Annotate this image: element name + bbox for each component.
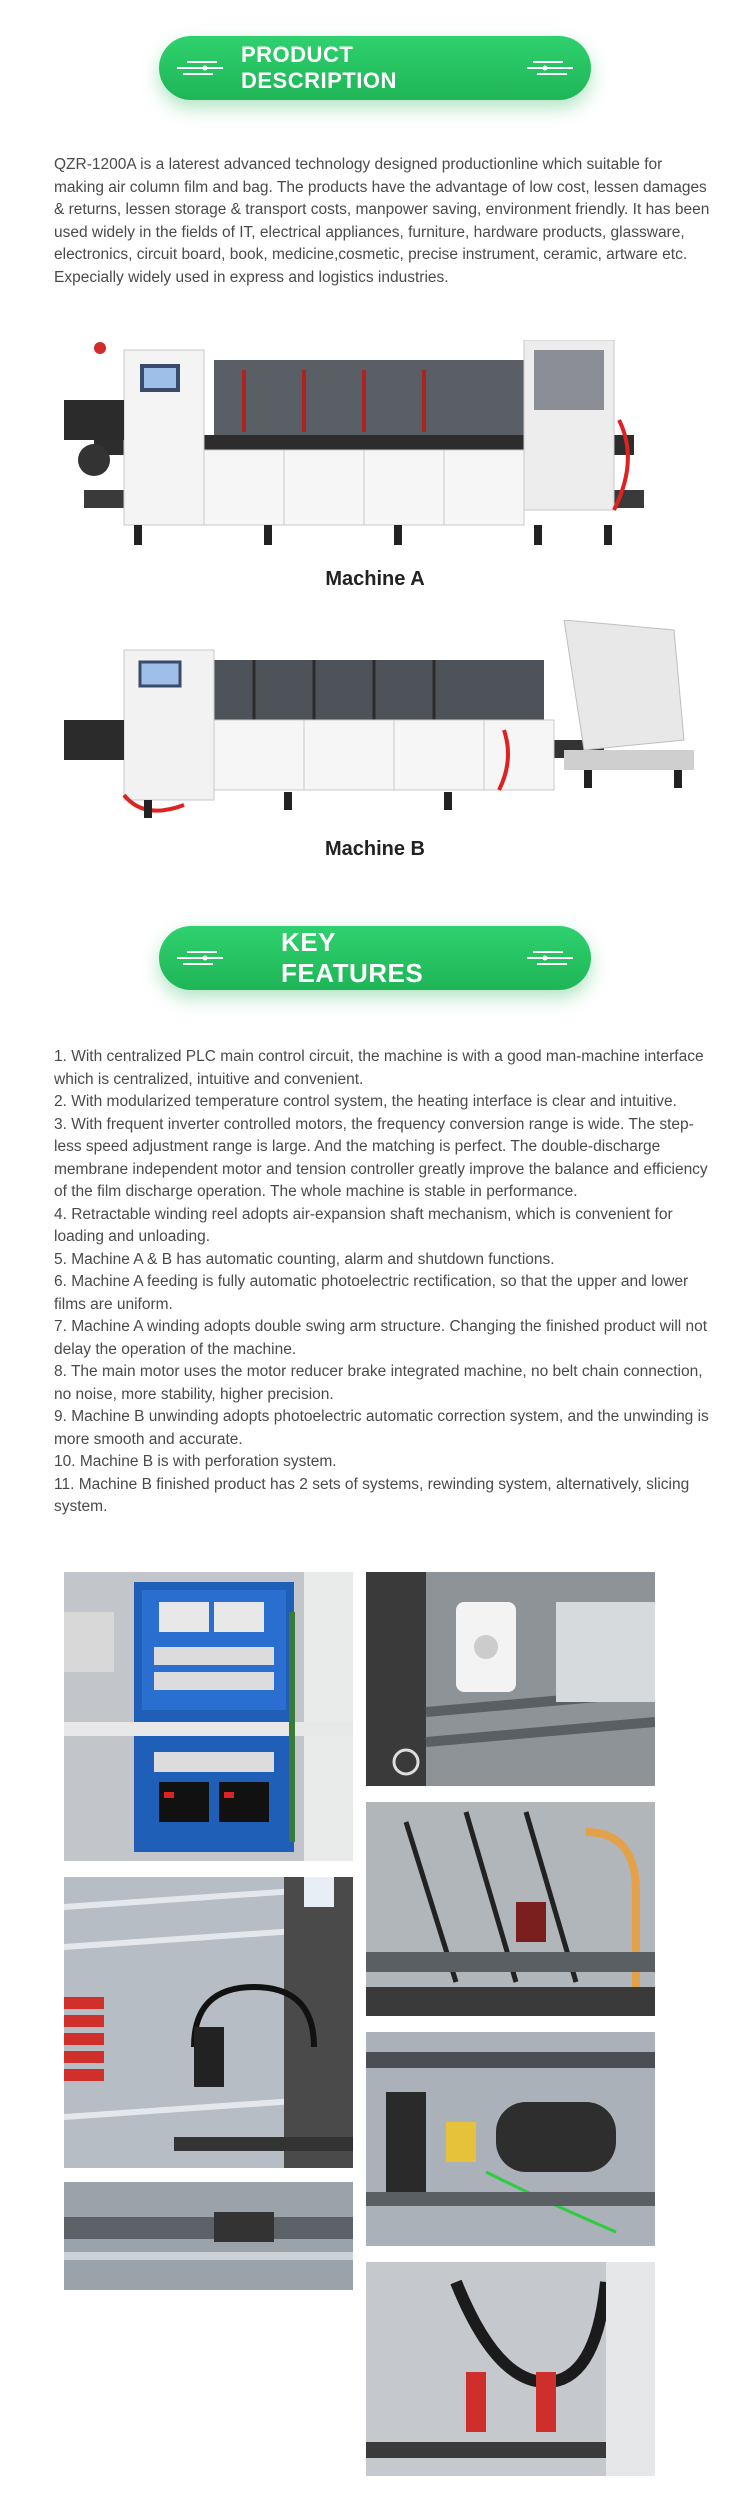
bottom-strip-photo <box>64 2182 353 2290</box>
decor-left-icon <box>175 943 225 973</box>
key-features-list <box>54 1046 714 1519</box>
feature-item: 7. Machine A winding adopts double swing arm structure. Changing the finished product will not delay the operation of the machine. <box>54 1318 708 1358</box>
feature-item: 9. Machine B unwinding adopts photoelectric automatic correction system, and the unwinding is more smooth and accurate. <box>54 1408 709 1448</box>
decor-left-icon <box>175 53 225 83</box>
feature-item: 8. The main motor uses the motor reducer brake integrated machine, no belt chain connection, no noise, more stability, higher precision. <box>54 1363 703 1403</box>
red-spring-rollers-photo <box>64 1877 353 2168</box>
machine-a-image <box>64 340 692 565</box>
decor-right-icon <box>525 943 575 973</box>
feature-item: 5. Machine A & B has automatic counting, alarm and shutdown functions. <box>54 1250 555 1268</box>
feature-item: 10. Machine B is with perforation system. <box>54 1453 337 1470</box>
machine-b-image <box>64 620 704 840</box>
feature-item: 6. Machine A feeding is fully automatic photoelectric rectification, so that the upper and lower films are uniform. <box>54 1273 689 1313</box>
feature-item: 3. With frequent inverter controlled motors, the frequency conversion range is wide. The step-less speed adjustment range is large. And the matching is perfect. The double-discharge membrane independent motor and tension controller greatly improve the balance and efficiency of the film discharge operation. The whole machine is stable in performance. <box>54 1115 708 1200</box>
heat-seal-arms-photo <box>366 1802 655 2016</box>
machine-a-caption: Machine A <box>325 568 425 590</box>
product-description-title: PRODUCT DESCRIPTION <box>241 42 397 93</box>
key-features-title: KEY FEATURES <box>281 927 424 988</box>
electrical-cabinet-photo <box>64 1572 353 1861</box>
product-description-text: QZR-1200A is a laterest advanced technology designed productionline which suitable for making air column film and bag. The products have the advantage of low cost, lessen damages & returns, lessen storage & transport costs, manpower saving, environment friendly. It has been used widely in the fields of IT, electrical appliances, furniture, hardware products, glassware, electronics, circuit board, book, medicine,cosmetic, precise instrument, ceramic, artware etc. Expecially widely used in express and logistics industries. <box>54 156 710 286</box>
feature-item: 11. Machine B finished product has 2 sets of systems, rewinding system, alternatively, slicing system. <box>54 1475 690 1515</box>
feature-item: 2. With modularized temperature control system, the heating interface is clear and intuitive. <box>54 1093 677 1110</box>
decor-right-icon <box>525 53 575 83</box>
photoelectric-sensor-photo <box>366 2032 655 2246</box>
cable-chain-photo <box>366 2262 655 2476</box>
key-features-banner <box>159 926 591 990</box>
feature-item: 1. With centralized PLC main control circuit, the machine is with a good man-machine interface which is centralized, intuitive and convenient. <box>54 1048 704 1088</box>
product-description-banner <box>159 36 591 100</box>
unwind-rollers-photo <box>366 1572 655 1786</box>
machine-b-caption: Machine B <box>324 838 426 860</box>
feature-item: 4. Retractable winding reel adopts air-expansion shaft mechanism, which is convenient for loading and unloading. <box>54 1205 673 1245</box>
